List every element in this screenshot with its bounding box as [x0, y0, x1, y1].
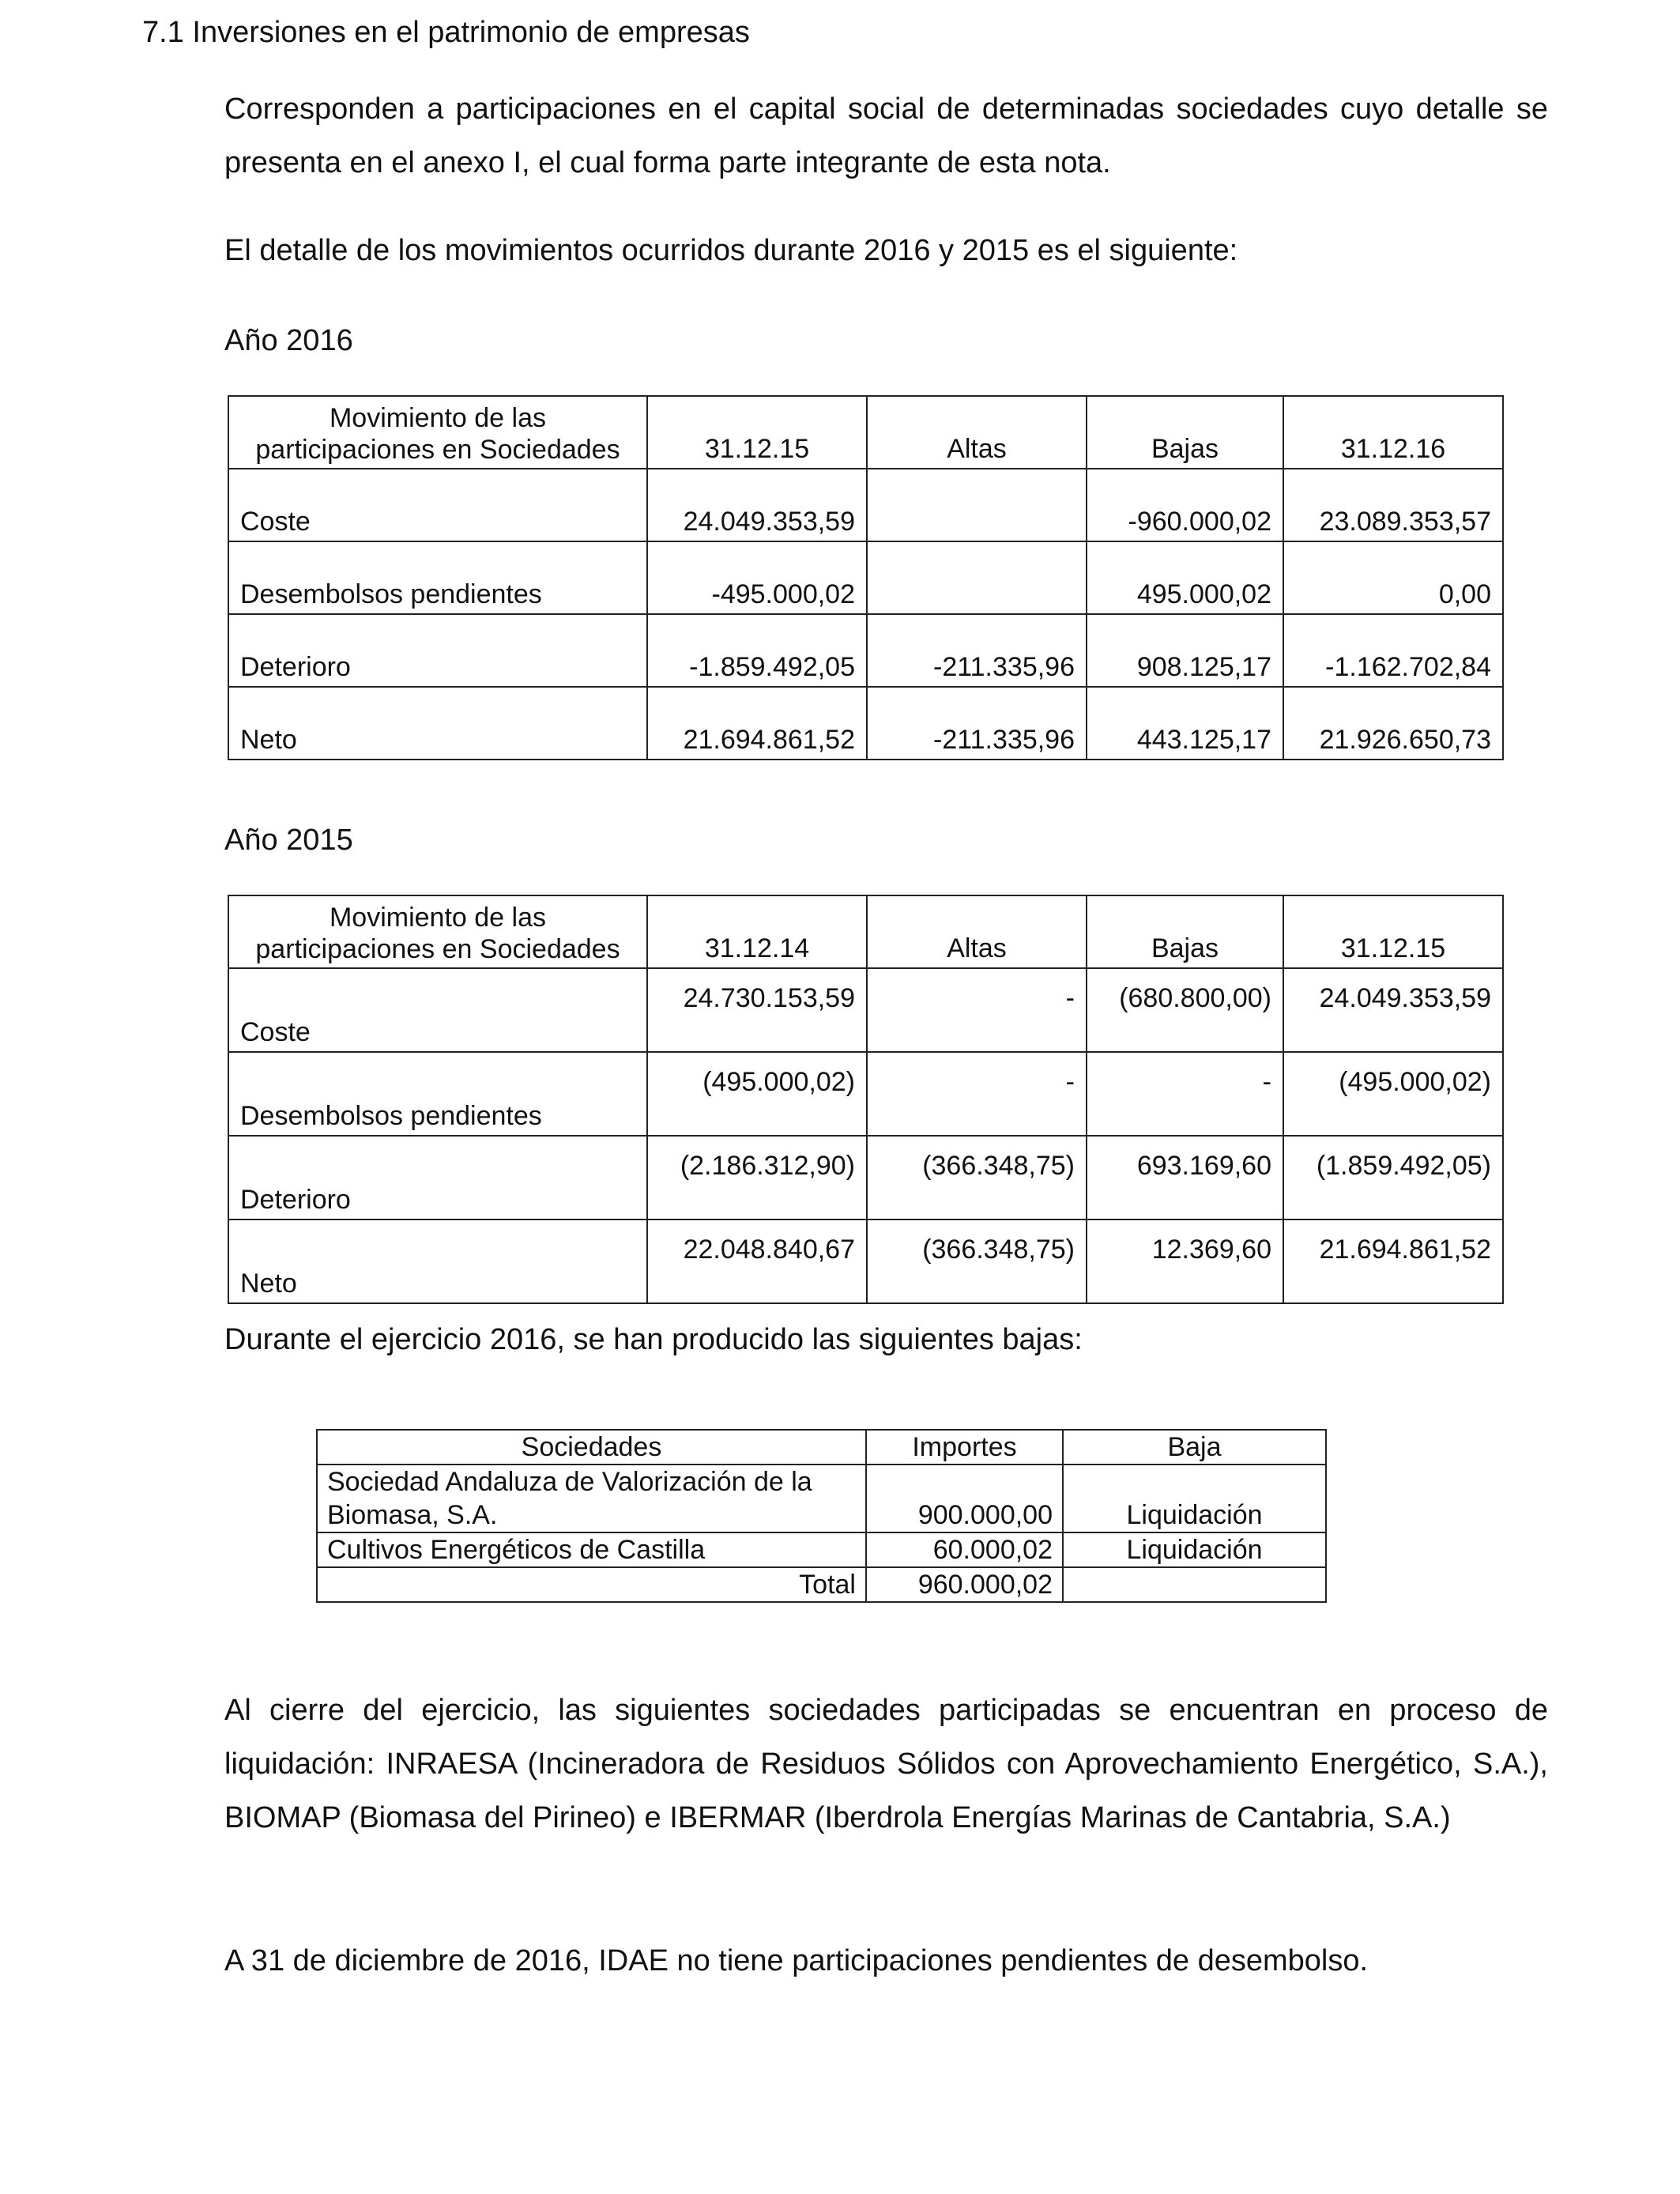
table-2016-row-neto	[228, 687, 1503, 760]
row-label: Coste	[228, 968, 647, 1052]
cell-value: 23.089.353,57	[1283, 469, 1503, 541]
cell-value: -495.000,02	[647, 541, 867, 614]
cell-value: (366.348,75)	[867, 1220, 1087, 1303]
table-2016-col-header: 31.12.16	[1283, 396, 1503, 469]
table-2015-row-coste	[228, 968, 1503, 1052]
table-2015-col-header: Altas	[867, 895, 1087, 968]
row-label: Neto	[228, 687, 647, 760]
bajas-tipo: Liquidación	[1063, 1465, 1326, 1532]
table-2015-col-header: Bajas	[1087, 895, 1283, 968]
table-2015	[228, 895, 1504, 1304]
table-2015-header-first-line2: participaciones en Sociedades	[255, 934, 620, 964]
cell-value: (1.859.492,05)	[1283, 1136, 1503, 1220]
cell-value: (680.800,00)	[1087, 968, 1283, 1052]
table-2015-header-first	[228, 895, 647, 968]
cell-value: (2.186.312,90)	[647, 1136, 867, 1220]
intro-paragraph: Corresponden a participaciones en el capital social de determinadas sociedades cuyo detalle se presenta en el anexo I, el cual forma parte integrante de esta nota.	[224, 92, 1548, 179]
bajas-col-header: Baja	[1063, 1430, 1326, 1465]
row-label: Desembolsos pendientes	[228, 1052, 647, 1136]
cell-value: -211.335,96	[867, 687, 1087, 760]
table-2016-col-header: Altas	[867, 396, 1087, 469]
bajas-importe: 900.000,00	[866, 1465, 1063, 1532]
cell-value: 908.125,17	[1087, 614, 1283, 687]
cell-value: 21.926.650,73	[1283, 687, 1503, 760]
table-2016-header-row	[228, 396, 1503, 469]
bajas-total-label: Total	[317, 1567, 866, 1602]
row-label: Deterioro	[228, 614, 647, 687]
table-2016-title: Año 2016	[224, 324, 353, 357]
table-2016-row-deterioro	[228, 614, 1503, 687]
section-heading: 7.1 Inversiones en el patrimonio de empresas	[142, 16, 750, 49]
table-2016-col-header: 31.12.15	[647, 396, 867, 469]
cell-value: 12.369,60	[1087, 1220, 1283, 1303]
cell-value: 693.169,60	[1087, 1136, 1283, 1220]
bajas-intro: Durante el ejercicio 2016, se han producido las siguientes bajas:	[224, 1323, 1083, 1356]
cell-value: -1.859.492,05	[647, 614, 867, 687]
row-label: Coste	[228, 469, 647, 541]
table-2016-col-header: Bajas	[1087, 396, 1283, 469]
cell-value: 443.125,17	[1087, 687, 1283, 760]
cell-value	[867, 469, 1087, 541]
bajas-col-header: Sociedades	[317, 1430, 866, 1465]
cell-value: 21.694.861,52	[1283, 1220, 1503, 1303]
bajas-sociedad: Cultivos Energéticos de Castilla	[317, 1532, 866, 1567]
bajas-table	[316, 1429, 1327, 1603]
bajas-row	[317, 1465, 1326, 1532]
bajas-importe: 60.000,02	[866, 1532, 1063, 1567]
table-2016-header-first	[228, 396, 647, 469]
table-2016	[228, 395, 1504, 760]
row-label: Neto	[228, 1220, 647, 1303]
bajas-total-row	[317, 1567, 1326, 1602]
table-2016-row-coste	[228, 469, 1503, 541]
table-2015-title: Año 2015	[224, 824, 353, 857]
cell-value	[867, 541, 1087, 614]
table-2016-header-first-line1: Movimiento de las	[329, 403, 546, 433]
cell-value: (366.348,75)	[867, 1136, 1087, 1220]
cell-value: 24.049.353,59	[647, 469, 867, 541]
row-label: Deterioro	[228, 1136, 647, 1220]
table-2016-header-first-line2: participaciones en Sociedades	[255, 435, 620, 465]
cell-value: 495.000,02	[1087, 541, 1283, 614]
bajas-tipo: Liquidación	[1063, 1532, 1326, 1567]
bajas-total-empty	[1063, 1567, 1326, 1602]
cell-value: -	[867, 1052, 1087, 1136]
bajas-header-row	[317, 1430, 1326, 1465]
bajas-sociedad: Sociedad Andaluza de Valorización de la Biomasa, S.A.	[317, 1465, 866, 1532]
bajas-row	[317, 1532, 1326, 1567]
cell-value: -	[1087, 1052, 1283, 1136]
cell-value: (495.000,02)	[647, 1052, 867, 1136]
bajas-total-value: 960.000,02	[866, 1567, 1063, 1602]
bajas-col-header: Importes	[866, 1430, 1063, 1465]
cell-value: -960.000,02	[1087, 469, 1283, 541]
cell-value: -1.162.702,84	[1283, 614, 1503, 687]
table-2015-col-header: 31.12.14	[647, 895, 867, 968]
movements-intro: El detalle de los movimientos ocurridos durante 2016 y 2015 es el siguiente:	[224, 234, 1238, 267]
cell-value: (495.000,02)	[1283, 1052, 1503, 1136]
cell-value: 22.048.840,67	[647, 1220, 867, 1303]
cell-value: -211.335,96	[867, 614, 1087, 687]
table-2016-row-desembolsos	[228, 541, 1503, 614]
cell-value: 24.730.153,59	[647, 968, 867, 1052]
table-2015-header-first-line1: Movimiento de las	[329, 903, 546, 933]
closing-paragraph: A 31 de diciembre de 2016, IDAE no tiene participaciones pendientes de desembolso.	[224, 1944, 1369, 1977]
cell-value: 24.049.353,59	[1283, 968, 1503, 1052]
table-2015-col-header: 31.12.15	[1283, 895, 1503, 968]
table-2015-header-row	[228, 895, 1503, 968]
table-2015-row-neto	[228, 1220, 1503, 1303]
cell-value: 0,00	[1283, 541, 1503, 614]
row-label: Desembolsos pendientes	[228, 541, 647, 614]
table-2015-row-deterioro	[228, 1136, 1503, 1220]
table-2015-row-desembolsos	[228, 1052, 1503, 1136]
liquidation-paragraph: Al cierre del ejercicio, las siguientes sociedades participadas se encuentran en proceso de liquidación: INRAESA (Incineradora de Residuos Sólidos con Aprovechamiento Energético, S.A.), BIOMAP (Biomasa del Pirineo) e IBERMAR (Iberdrola Energías Marinas de Cantabria, S.A.)	[224, 1694, 1548, 1834]
cell-value: 21.694.861,52	[647, 687, 867, 760]
cell-value: -	[867, 968, 1087, 1052]
